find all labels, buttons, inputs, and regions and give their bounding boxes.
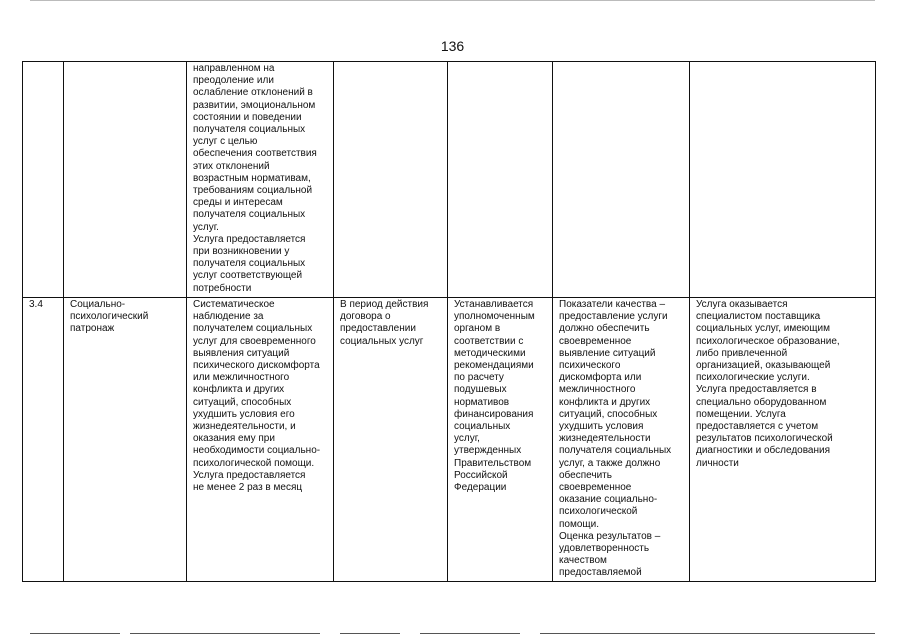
scan-top-edge (30, 0, 875, 1)
cell-service-name: Социально- психологический патронаж (64, 298, 187, 582)
scan-bottom-edge (0, 633, 905, 636)
cell-description: направленном на преодоление или ослабление отклонений в развитии, эмоциональном состоянии и поведении получателя социальных услуг с целью обеспечения соответствия этих отклонений возрастным нормативам, требованиям социальной среды и интересам получателя социальных услуг. Услуга предоставляется при возникновении у получателя социальных услуг соответствующей потребности (187, 62, 334, 298)
cell-number: 3.4 (23, 298, 64, 582)
cell-service-name (64, 62, 187, 298)
scan-mark (540, 633, 875, 634)
table-row (23, 62, 876, 298)
cell-quality: Показатели качества – предоставление услуги должно обеспечить своевременное выявление ситуаций психического дискомфорта или межличностного конфликта и других ситуаций, способных ухудшить условия жизнедеятельности получателя социальных услуг, а также должно обеспечить своевременное оказание социально- психологической помощи. Оценка результатов – удовлетворенность качеством предоставляемой (553, 298, 690, 582)
cell-term (334, 62, 448, 298)
page-number: 136 (440, 38, 465, 54)
cell-number (23, 62, 64, 298)
cell-conditions: Услуга оказывается специалистом поставщика социальных услуг, имеющим психологическое образование, либо привлеченной организацией, оказывающей психологические услуги. Услуга предоставляется в специально оборудованном помещении. Услуга предоставляется с учетом результатов психологической диагностики и обследования личности (690, 298, 876, 582)
scan-mark (420, 633, 520, 634)
cell-quality (553, 62, 690, 298)
cell-cost (448, 62, 553, 298)
cell-description: Систематическое наблюдение за получателем социальных услуг для своевременного выявления ситуаций психического дискомфорта или межличностного конфликта и других ситуаций, способных ухудшить условия его жизнедеятельности, и оказания ему при необходимости социально- психологической помощи. Услуга предоставляется не менее 2 раз в месяц (187, 298, 334, 582)
services-table (22, 61, 876, 582)
table-row (23, 298, 876, 582)
scan-mark (130, 633, 320, 634)
cell-term: В период действия договора о предоставлении социальных услуг (334, 298, 448, 582)
scan-mark (30, 633, 120, 634)
scan-mark (340, 633, 400, 634)
cell-conditions (690, 62, 876, 298)
cell-cost: Устанавливается уполномоченным органом в соответствии с методическими рекомендациями по расчету подушевых нормативов финансирования социальных услуг, утвержденных Правительством Российской Федерации (448, 298, 553, 582)
